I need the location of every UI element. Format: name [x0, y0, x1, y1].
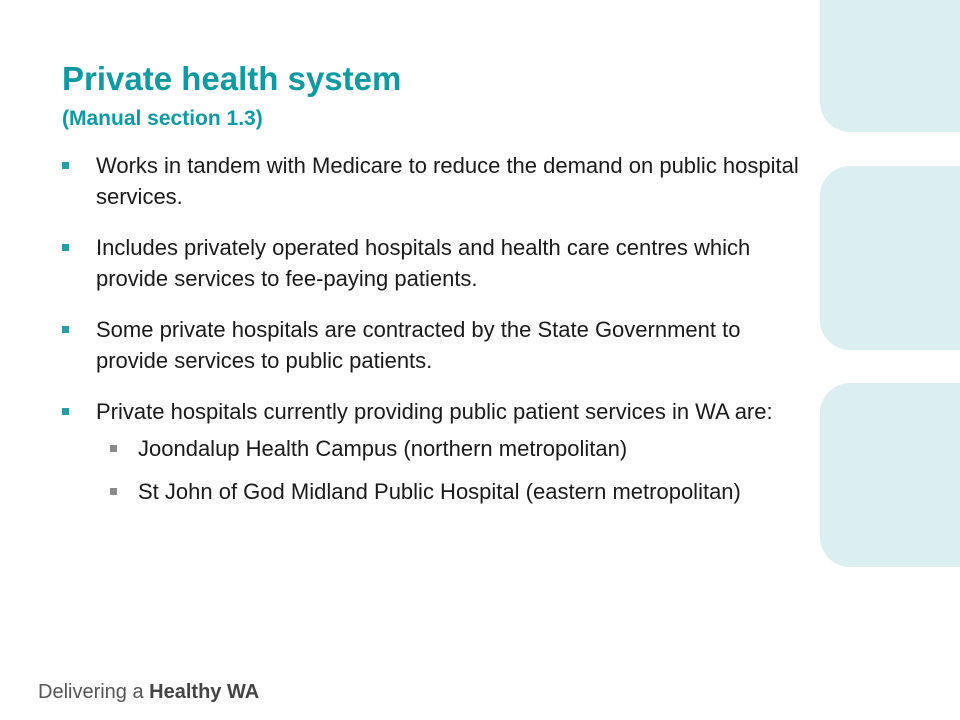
- bullet-item: [60, 396, 810, 507]
- square-bullet-icon: [62, 162, 69, 169]
- sub-bullet-item: [96, 433, 810, 464]
- slide-subtitle: (Manual section 1.3): [62, 107, 263, 130]
- bullet-text: Includes privately operated hospitals and health care centres which provide services to fee-paying patients.: [96, 235, 751, 291]
- sub-bullet-item: [96, 476, 810, 507]
- square-bullet-icon: [62, 326, 69, 333]
- square-bullet-icon: [62, 408, 69, 415]
- footer-tagline: [38, 680, 259, 704]
- footer-prefix: Delivering a: [38, 681, 150, 703]
- bullet-item: [60, 232, 810, 294]
- bullet-item: [60, 314, 810, 376]
- slide-title: Private health system: [62, 60, 402, 97]
- square-sub-bullet-icon: [110, 445, 117, 452]
- square-bullet-icon: [62, 244, 69, 251]
- bullet-list: [60, 150, 810, 527]
- decorative-panel-middle: [820, 166, 960, 350]
- sub-bullet-list: [96, 433, 810, 507]
- square-sub-bullet-icon: [110, 488, 117, 495]
- decorative-panel-bottom: [820, 383, 960, 567]
- sub-bullet-text: Joondalup Health Campus (northern metropolitan): [138, 436, 628, 461]
- bullet-text: Works in tandem with Medicare to reduce the demand on public hospital services.: [96, 153, 799, 209]
- bullet-text: Some private hospitals are contracted by the State Government to provide services to public patients.: [96, 317, 741, 373]
- decorative-panel-top: [820, 0, 960, 132]
- bullet-item: [60, 150, 810, 212]
- sub-bullet-text: St John of God Midland Public Hospital (eastern metropolitan): [138, 479, 741, 504]
- footer-brand: Healthy WA: [149, 681, 260, 703]
- bullet-text: Private hospitals currently providing public patient services in WA are:: [96, 399, 773, 424]
